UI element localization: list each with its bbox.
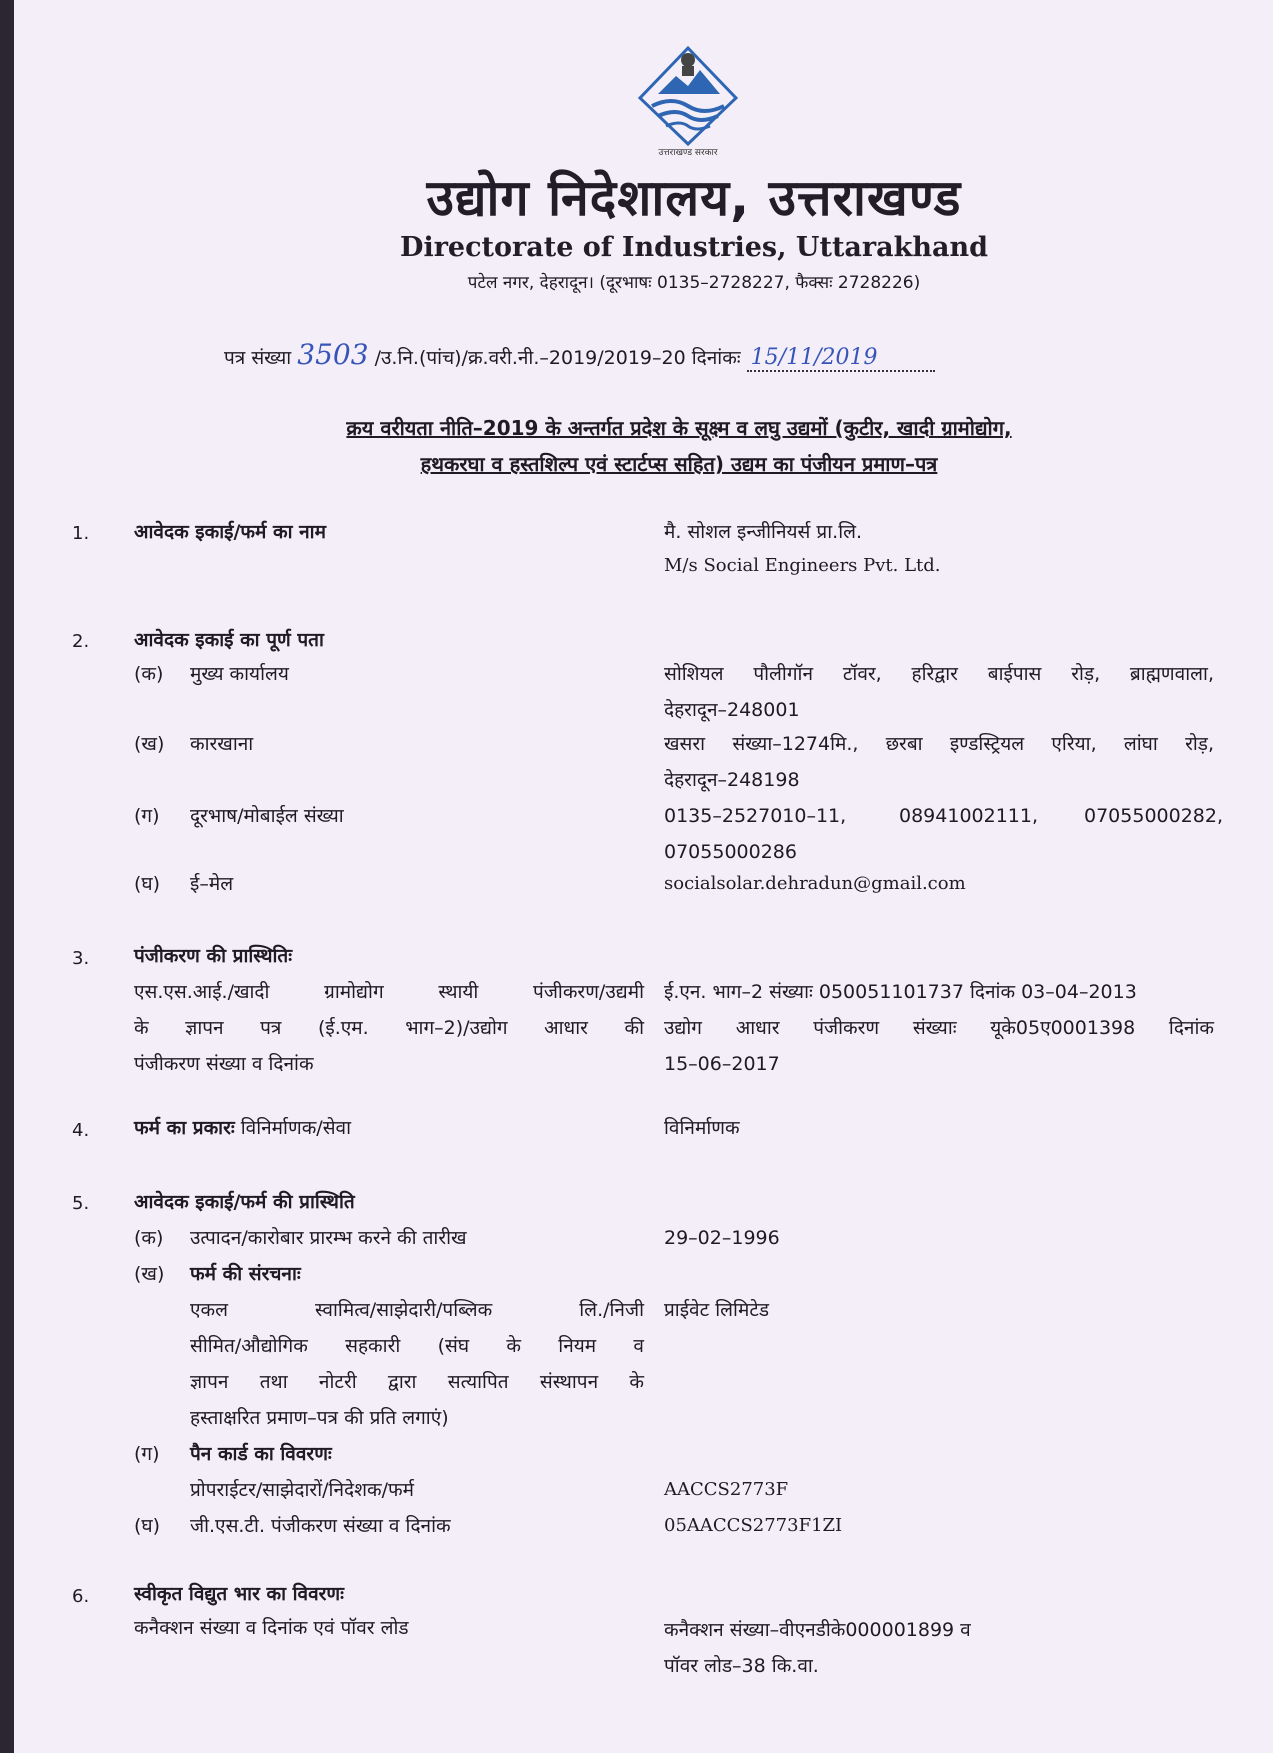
item-3-desc-line-2: के ज्ञापन पत्र (ई.एम. भाग–2)/उद्योग आधार की <box>134 1017 644 1039</box>
item-2d-email: socialsolar.dehradun@gmail.com <box>664 873 966 894</box>
item-2-label: आवेदक इकाई का पूर्ण पता <box>134 629 324 651</box>
item-2b-label: कारखाना <box>190 733 254 755</box>
reference-label: पत्र संख्या <box>224 347 292 369</box>
document-page <box>14 0 1273 1753</box>
item-5c-value: AACCS2773F <box>664 1479 789 1500</box>
item-5b-key: (ख) <box>134 1263 165 1285</box>
item-3-desc-line-1: एस.एस.आई./खादी ग्रामोद्योग स्थायी पंजीकरण/उद्यमी <box>134 981 644 1003</box>
subject-heading <box>244 410 1114 482</box>
item-5d-value: 05AACCS2773F1ZI <box>664 1515 843 1536</box>
item-4-label-bold: फर्म का प्रकारः <box>134 1117 235 1139</box>
page-title-hindi: उद्योग निदेशालय, उत्तराखण्ड <box>426 169 962 227</box>
item-2d-key: (घ) <box>134 873 161 895</box>
item-1-value-english: M/s Social Engineers Pvt. Ltd. <box>664 555 941 576</box>
item-4-label-rest: विनिर्माणक/सेवा <box>234 1117 352 1139</box>
item-2a-value-line-2: देहरादून–248001 <box>664 699 800 721</box>
reference-number: 3503 <box>297 338 369 371</box>
item-2c-phone-2: 08941002111, <box>899 805 1039 827</box>
office-address: पटेल नगर, देहरादून। (दूरभाषः 0135–2728227, फैक्सः 2728226) <box>467 273 921 293</box>
item-5-label: आवेदक इकाई/फर्म की प्रास्थिति <box>134 1191 355 1213</box>
item-5d-key: (घ) <box>134 1515 161 1537</box>
reference-line <box>224 338 1124 372</box>
item-6-number: 6. <box>72 1586 90 1607</box>
subject-line-2: हथकरघा व हस्तशिल्प एवं स्टार्टप्स सहित) उद्यम का पंजीयन प्रमाण–पत्र <box>420 452 938 476</box>
item-6-value-line-1: कनैक्शन संख्या–वीएनडीके000001899 व <box>664 1619 971 1641</box>
item-3-value-line-2: उद्योग आधार पंजीकरण संख्याः यूके05ए0001398 दिनांक <box>664 1017 1214 1039</box>
scan-left-edge <box>0 0 14 1753</box>
item-4-value: विनिर्माणक <box>664 1117 740 1139</box>
item-3-value-line-1: ई.एन. भाग–2 संख्याः 050051101737 दिनांक 03–04–2013 <box>664 981 1137 1003</box>
item-2-number: 2. <box>72 631 90 652</box>
item-2a-key: (क) <box>134 663 164 685</box>
item-5b-desc-line-1: एकल स्वामित्व/साझेदारी/पब्लिक लि./निजी <box>190 1299 644 1321</box>
item-2c-phone-3: 07055000282, <box>1084 805 1224 827</box>
item-3-number: 3. <box>72 948 90 969</box>
item-5a-label: उत्पादन/कारोबार प्रारम्भ करने की तारीख <box>190 1227 467 1249</box>
item-4-label <box>134 1110 351 1146</box>
reference-date: 15/11/2019 <box>747 345 935 372</box>
item-2c-phone-1: 0135–2527010–11, <box>664 805 847 827</box>
item-5b-value: प्राईवेट लिमिटेड <box>664 1299 770 1321</box>
item-5b-desc-line-3: ज्ञापन तथा नोटरी द्वारा सत्यापित संस्थापन के <box>190 1371 644 1393</box>
item-3-desc-line-3: पंजीकरण संख्या व दिनांक <box>134 1053 314 1075</box>
item-5b-label: फर्म की संरचनाः <box>190 1263 301 1285</box>
item-6-label: स्वीकृत विद्युत भार का विवरणः <box>134 1583 344 1605</box>
reference-middle: /उ.नि.(पांच)/क्र.वरी.नी.–2019/2019–20 दिनांकः <box>374 347 741 369</box>
item-5d-label: जी.एस.टी. पंजीकरण संख्या व दिनांक <box>190 1515 451 1537</box>
item-5-number: 5. <box>72 1193 90 1214</box>
item-5a-key: (क) <box>134 1227 164 1249</box>
item-2c-key: (ग) <box>134 805 160 827</box>
item-1-value-hindi: मै. सोशल इन्जीनियर्स प्रा.लि. <box>664 521 863 543</box>
emblem-caption: उत्तराखण्ड सरकार <box>658 148 718 158</box>
item-5b-desc-line-2: सीमित/औद्योगिक सहकारी (संघ के नियम व <box>190 1335 644 1357</box>
uttarakhand-emblem-icon <box>628 36 748 156</box>
item-2b-key: (ख) <box>134 733 165 755</box>
item-5c-key: (ग) <box>134 1443 160 1465</box>
item-5c-label: पैन कार्ड का विवरणः <box>190 1443 332 1465</box>
item-1-label: आवेदक इकाई/फर्म का नाम <box>134 521 326 543</box>
item-3-label: पंजीकरण की प्रास्थितिः <box>134 945 293 967</box>
item-2a-label: मुख्य कार्यालय <box>190 663 289 685</box>
item-5a-value: 29–02–1996 <box>664 1227 780 1249</box>
subject-line-1: क्रय वरीयता नीति–2019 के अन्तर्गत प्रदेश के सूक्ष्म व लघु उद्यमों (कुटीर, खादी ग्रामोद्योग, <box>346 416 1012 440</box>
page-title-english: Directorate of Industries, Uttarakhand <box>400 232 988 263</box>
item-1-number: 1. <box>72 523 90 544</box>
item-2c-label: दूरभाष/मोबाईल संख्या <box>190 805 344 827</box>
item-2c-phone-4: 07055000286 <box>664 841 797 863</box>
item-4-number: 4. <box>72 1120 90 1141</box>
item-5b-desc-line-4: हस्ताक्षरित प्रमाण–पत्र की प्रति लगाएं) <box>190 1407 449 1429</box>
item-2b-value-line-1: खसरा संख्या–1274मि., छरबा इण्डस्ट्रियल एरिया, लांघा रोड़, <box>664 733 1214 755</box>
item-2a-value-line-1: सोशियल पौलीगॉन टॉवर, हरिद्वार बाईपास रोड़, ब्राह्मणवाला, <box>664 663 1214 685</box>
item-5c-desc: प्रोपराईटर/साझेदारों/निदेशक/फर्म <box>190 1479 415 1501</box>
item-6-value-line-2: पॉवर लोड–38 कि.वा. <box>664 1655 819 1677</box>
item-2d-label: ई–मेल <box>190 873 234 895</box>
item-2b-value-line-2: देहरादून–248198 <box>664 769 800 791</box>
item-6-desc: कनैक्शन संख्या व दिनांक एवं पॉवर लोड <box>134 1617 409 1639</box>
item-3-value-line-3: 15–06–2017 <box>664 1053 780 1075</box>
